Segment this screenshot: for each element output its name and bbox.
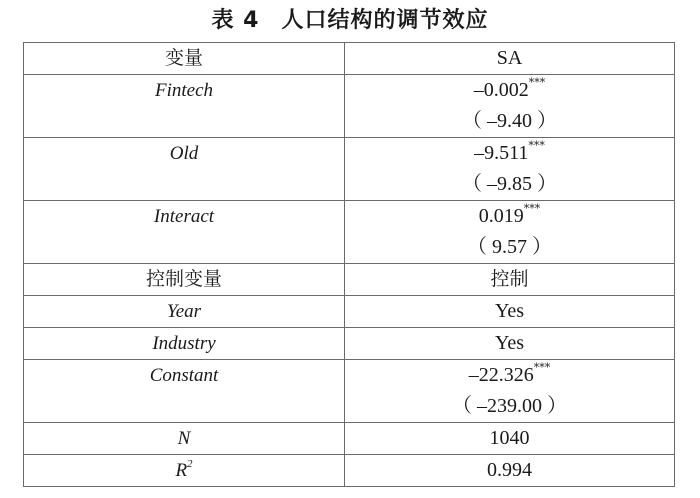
- row-label-controls: 控制变量: [24, 264, 345, 296]
- header-sa: SA: [345, 43, 675, 75]
- table-row: [24, 138, 675, 201]
- table-row: [24, 360, 675, 423]
- row-value-old: [345, 138, 675, 201]
- row-label-r2: [24, 455, 345, 487]
- significance-stars: ***: [528, 75, 546, 89]
- row-label-interact: Interact: [24, 201, 345, 264]
- row-value-constant: [345, 360, 675, 423]
- coef: –9.511: [474, 142, 529, 164]
- row-value-interact: [345, 201, 675, 264]
- significance-stars: ***: [533, 360, 551, 374]
- table-row: [24, 75, 675, 138]
- coef: 0.019: [478, 205, 524, 227]
- table-row: [24, 328, 675, 360]
- t-stat: （ –9.85 ）: [462, 173, 557, 195]
- row-label-old: Old: [24, 138, 345, 201]
- row-value-r2: 0.994: [345, 455, 675, 487]
- t-stat: （ –9.40 ）: [462, 110, 557, 132]
- table-number: 表 4: [211, 8, 260, 33]
- row-label-year: Year: [24, 296, 345, 328]
- row-value-year: Yes: [345, 296, 675, 328]
- row-label-fintech: Fintech: [24, 75, 345, 138]
- significance-stars: ***: [523, 201, 541, 215]
- row-value-n: 1040: [345, 423, 675, 455]
- table-header-row: [24, 43, 675, 75]
- table-row: [24, 423, 675, 455]
- t-stat: （ –239.00 ）: [452, 395, 567, 417]
- t-stat: （ 9.57 ）: [467, 236, 552, 258]
- row-label-constant: Constant: [24, 360, 345, 423]
- r2-base: R: [175, 460, 188, 481]
- header-variable: 变量: [24, 43, 345, 75]
- regression-table: [23, 42, 675, 487]
- table-row: [24, 201, 675, 264]
- row-value-controls: 控制: [345, 264, 675, 296]
- row-label-n: N: [24, 423, 345, 455]
- row-value-industry: Yes: [345, 328, 675, 360]
- coef: –0.002: [473, 79, 529, 101]
- row-label-industry: Industry: [24, 328, 345, 360]
- significance-stars: ***: [528, 138, 545, 152]
- table-row: [24, 296, 675, 328]
- table-row: [24, 264, 675, 296]
- table-caption: 人口结构的调节效应: [281, 8, 489, 33]
- coef: –22.326: [468, 364, 534, 386]
- r2-exponent: 2: [187, 457, 193, 470]
- table-title: [0, 4, 700, 38]
- row-value-fintech: [345, 75, 675, 138]
- table-row: [24, 455, 675, 487]
